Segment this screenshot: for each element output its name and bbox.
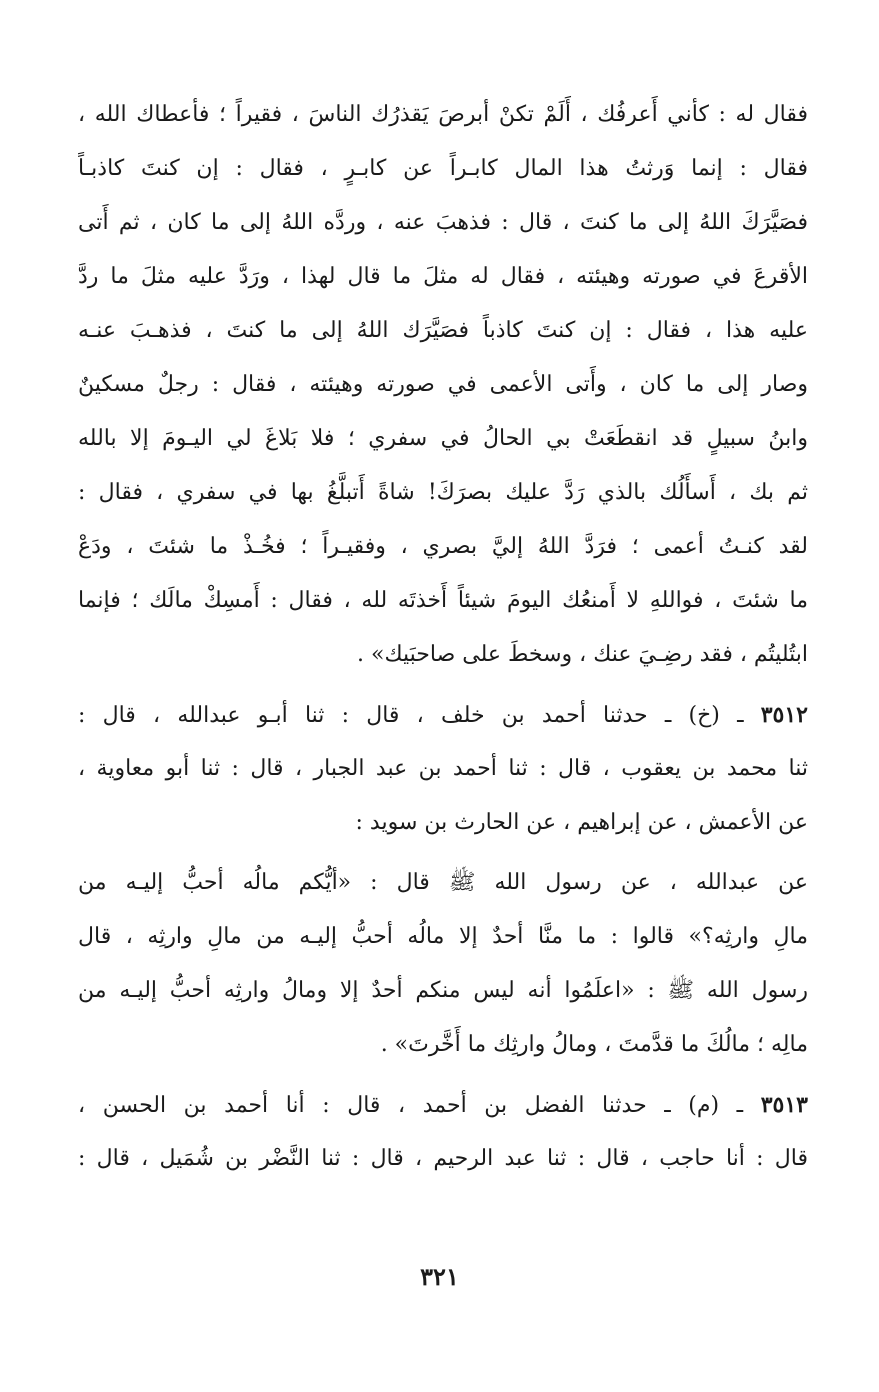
text-line: فقال له : كأني أَعرفُك ، أَلَمْ تكنْ أبرصَ يَقذرُك الناسَ ، فقيراً ؛ فأعطاك الله ، (78, 102, 808, 127)
text-line: مالِ وارثِه؟» قالوا : ما منَّا أحدٌ إلا مالُه أحبُّ إليـه من مالِ وارثِه ، قال (78, 924, 808, 949)
text-line: فصَيَّرَكَ اللهُ إلى ما كنتَ ، قال : فذهبَ عنه ، وردَّه اللهُ إلى ما كان ، ثم أَتى (78, 210, 808, 235)
text-line (78, 688, 808, 742)
text-line: مالِه ؛ مالُكَ ما قدَّمتَ ، ومالُ وارثِك ما أَخَّرتَ» . (380, 1032, 808, 1057)
text-segment: ـ (م) ـ حدثنا الفضل بن أحمد ، قال : أنا أحمد بن الحسن ، (78, 1093, 744, 1118)
hadith-3513-isnad (78, 1078, 808, 1186)
text-line: رسول الله ﷺ : «اعلَمُوا أنه ليس منكم أحدٌ إلا ومالُ وارثِه أحبُّ إليـه من (78, 978, 808, 1003)
text-segment: ـ (خ) ـ حدثنا أحمد بن خلف ، قال : ثنا أبـو عبدالله ، قال : (78, 703, 744, 728)
text-line: وابنُ سبيلٍ قد انقطَعَتْ بي الحالُ في سفري ؛ فلا بَلاغَ لي اليـومَ إلا بالله (78, 426, 808, 451)
text-line: ما شئتَ ، فواللهِ لا أَمنعُك اليومَ شيئاً أَخذتَه لله ، فقال : أَمسِكْ مالَك ؛ فإنما (78, 588, 808, 613)
page-body (78, 88, 808, 1186)
hadith-3512-isnad (78, 688, 808, 850)
text-line: قال : أنا حاجب ، قال : ثنا عبد الرحيم ، قال : ثنا النَّضْر بن شُمَيل ، قال : (78, 1146, 808, 1171)
text-line: فقال : إنما وَرثتُ هذا المال كابـراً عن كابـرٍ ، فقال : إن كنتَ كاذبـاً (78, 156, 808, 181)
text-line: الأقرعَ في صورته وهيئته ، فقال له مثلَ ما قال لهذا ، ورَدَّ عليه مثلَ ما ردَّ (78, 264, 808, 289)
text-line: ثم بك ، أَسأَلُك بالذي رَدَّ عليك بصرَكَ! شاةً أَتبلَّغُ بها في سفري ، فقال : (78, 480, 808, 505)
page-number: ٣٢١ (420, 1262, 459, 1291)
text-line: ابتُليتُم ، فقد رضِـيَ عنك ، وسخطَ على صاحبَيك» . (357, 642, 808, 667)
text-line (78, 1078, 808, 1132)
hadith-number: ٣٥١٢ (760, 702, 808, 728)
text-line: عن عبدالله ، عن رسول الله ﷺ قال : «أيُّكم مالُه أحبُّ إليـه من (78, 870, 808, 895)
text-line: وصار إلى ما كان ، وأَتى الأعمى في صورته وهيئته ، فقال : رجلٌ مسكينٌ (78, 372, 808, 397)
text-line: عن الأعمش ، عن إبراهيم ، عن الحارث بن سويد : (355, 810, 808, 835)
hadith-number: ٣٥١٣ (760, 1092, 808, 1118)
paragraph-continued (78, 88, 808, 682)
hadith-3512-matn (78, 856, 808, 1072)
text-line: ثنا محمد بن يعقوب ، قال : ثنا أحمد بن عبد الجبار ، قال : ثنا أبو معاوية ، (78, 756, 808, 781)
text-line: لقد كنـتُ أعمى ؛ فرَدَّ اللهُ إليَّ بصري ، وفقيـراً ؛ فخُـذْ ما شئتَ ، ودَعْ (78, 534, 808, 559)
text-line: عليه هذا ، فقال : إن كنتَ كاذباً فصَيَّرَك اللهُ إلى ما كنتَ ، فذهـبَ عنـه (78, 318, 808, 343)
